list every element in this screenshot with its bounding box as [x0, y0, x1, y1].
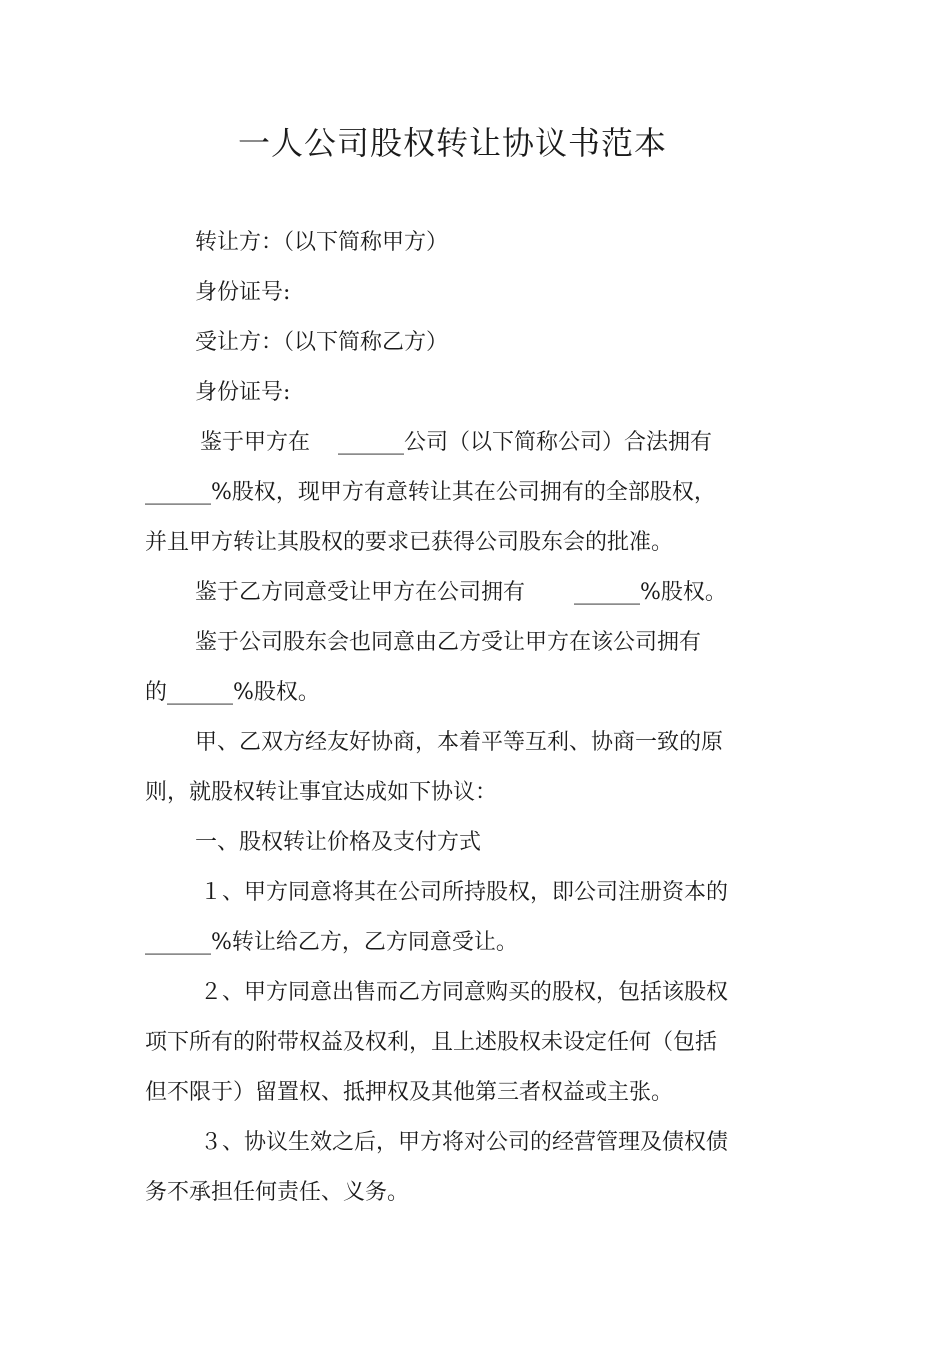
clause-3-line-1: ３、协议生效之后，甲方将对公司的经营管理及债权债 — [200, 1130, 729, 1155]
agreement-intro-line-1: 甲、乙双方经友好协商，本着平等互利、协商一致的原 — [195, 730, 724, 755]
recital-1-line-1: 鉴于甲方在 ______公司（以下简称公司）合法拥有 — [200, 430, 712, 455]
clause-2-line-3: 但不限于）留置权、抵押权及其他第三者权益或主张。 — [145, 1080, 674, 1105]
transferor-line: 转让方：（以下简称甲方） — [195, 230, 449, 255]
recital-1-line-2: ______%股权，现甲方有意转让其在公司拥有的全部股权， — [145, 480, 716, 505]
clause-2-line-2: 项下所有的附带权益及权利，且上述股权未设定任何（包括 — [145, 1030, 718, 1055]
recital-2-line: 鉴于乙方同意受让甲方在公司拥有 ______%股权。 — [195, 580, 727, 605]
document-body — [145, 218, 750, 1218]
agreement-intro-line-2: 则，就股权转让事宜达成如下协议： — [145, 780, 498, 805]
transferee-id-line: 身份证号: — [195, 380, 291, 405]
recital-1-line-3: 并且甲方转让其股权的要求已获得公司股东会的批准。 — [145, 530, 674, 555]
transferor-id-line: 身份证号: — [195, 280, 291, 305]
clause-3-line-2: 务不承担任何责任、义务。 — [145, 1180, 410, 1205]
clause-2-line-1: ２、甲方同意出售而乙方同意购买的股权，包括该股权 — [200, 980, 729, 1005]
recital-3-line-1: 鉴于公司股东会也同意由乙方受让甲方在该公司拥有 — [195, 630, 702, 655]
clause-1-line-2: ______%转让给乙方，乙方同意受让。 — [145, 930, 518, 955]
document-title: 一人公司股权转让协议书范本 — [237, 124, 667, 162]
transferee-line: 受让方：（以下简称乙方） — [195, 330, 449, 355]
section-1-heading: 一、股权转让价格及支付方式 — [195, 830, 482, 855]
clause-1-line-1: １、甲方同意将其在公司所持股权，即公司注册资本的 — [200, 880, 729, 905]
recital-3-line-2: 的______%股权。 — [145, 680, 320, 705]
